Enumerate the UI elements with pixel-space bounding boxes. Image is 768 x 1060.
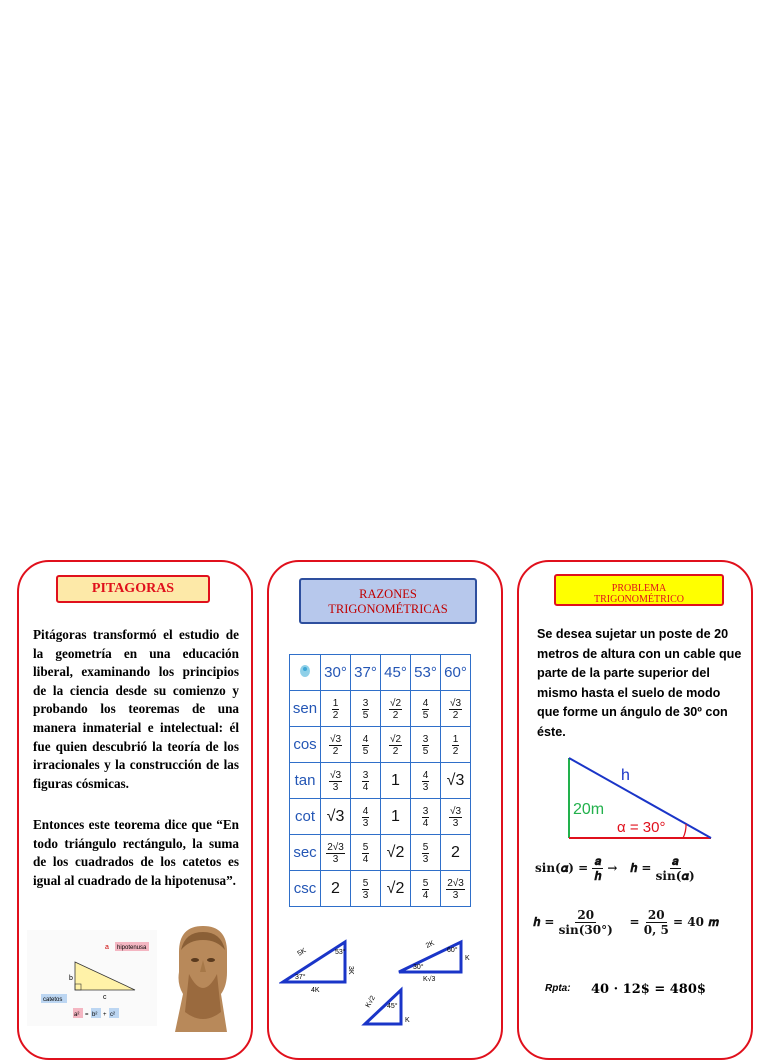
t3-angle: 45° — [387, 1003, 398, 1010]
frac-numerator: 3 — [422, 733, 429, 745]
trig-row-cos — [290, 727, 471, 763]
t2-opp: K — [465, 955, 470, 962]
t3-hyp: K√2 — [364, 994, 377, 1009]
t2-hyp: 2K — [424, 939, 436, 950]
pitagoras-paragraph-2: Entonces este teorema dice que “En todo triángulo rectángulo, la suma de los cuadrados de los catetos es igual al cuadrado de la hipotenusa”. — [33, 817, 239, 888]
trig-table — [289, 654, 471, 907]
triangle-30-60 — [395, 934, 479, 986]
trig-value-cell — [441, 799, 471, 835]
trig-value-cell — [411, 871, 441, 907]
trig-header-row — [290, 655, 471, 691]
frac-denominator: 2 — [452, 709, 459, 721]
trig-value-cell — [321, 835, 351, 871]
catetos-label: catetos — [43, 997, 63, 1003]
trig-value-cell — [351, 835, 381, 871]
frac-numerator: 4 — [362, 805, 369, 817]
eq2-den: sin(30°) — [558, 923, 613, 937]
problema-title — [554, 574, 724, 606]
frac-numerator: 1 — [332, 697, 339, 709]
t1-hyp: 5K — [296, 947, 308, 958]
frac-denominator: 2 — [392, 745, 399, 757]
frac-numerator: 2√3 — [447, 877, 464, 889]
eq1-lhs: sin(𝜶) = — [535, 861, 589, 875]
pole-cable-figure — [565, 754, 715, 844]
trig-value-cell — [411, 691, 441, 727]
trig-value-cell — [441, 763, 471, 799]
trig-value-cell — [321, 763, 351, 799]
trig-row-sec — [290, 835, 471, 871]
formula-c2: c² — [110, 1012, 115, 1018]
trig-value-cell — [351, 871, 381, 907]
triangle-45 — [361, 986, 421, 1026]
frac-numerator: 2√3 — [327, 841, 344, 853]
frac-numerator: 5 — [422, 841, 429, 853]
eq2-result: = 40 𝒎 — [672, 915, 719, 929]
trig-value: √2 — [386, 843, 405, 861]
frac-denominator: 3 — [332, 781, 339, 793]
frac-numerator: 4 — [422, 769, 429, 781]
frac-denominator: 5 — [422, 709, 429, 721]
trig-value-cell — [411, 799, 441, 835]
frac-numerator: 3 — [362, 769, 369, 781]
razones-title — [299, 578, 477, 624]
leg-c-var: c — [103, 994, 107, 1001]
formula-a2: a² — [74, 1012, 80, 1018]
frac-denominator: 4 — [422, 817, 429, 829]
frac-numerator: 3 — [362, 697, 369, 709]
trig-value-cell — [381, 727, 411, 763]
trig-value: 1 — [391, 807, 400, 825]
t1-adj: 4K — [311, 987, 320, 994]
frac-numerator: 3 — [422, 805, 429, 817]
formula-b2: b² — [92, 1012, 98, 1018]
pitagoras-paragraph-1: Pitágoras transformó el estudio de la geometría en una educación liberal, examinando los principios de la ciencia desde su comienzo y probando los teoremas de una manera inmaterial e intelectual: él fue quien descubrió la teoría de los irracionales y la construcción de las figuras cósmicas. — [33, 627, 239, 791]
equation-2 — [533, 908, 719, 937]
trig-value-cell — [411, 763, 441, 799]
eq1-h: 𝒉 = — [630, 861, 652, 875]
eq1-den2: sin(𝜶) — [655, 869, 695, 883]
trig-value-cell — [321, 727, 351, 763]
trig-value: √3 — [326, 807, 345, 825]
trig-value-cell — [381, 799, 411, 835]
trig-value-cell — [351, 727, 381, 763]
eq1-num: 𝒂 — [594, 854, 602, 868]
trig-value-cell — [351, 691, 381, 727]
eq2-h: 𝒉 = — [533, 915, 555, 929]
angle-header: 45° — [381, 655, 411, 691]
pythagoras-diagram — [27, 930, 157, 1026]
height-label: 20m — [573, 801, 605, 818]
angle-header: 37° — [351, 655, 381, 691]
razones-panel — [267, 560, 503, 1060]
frac-numerator: 1 — [452, 733, 459, 745]
frac-numerator: √2 — [389, 733, 402, 745]
trig-value-cell — [351, 799, 381, 835]
t3-side: K — [405, 1017, 410, 1024]
trig-function-label: cot — [290, 799, 321, 835]
frac-denominator: 5 — [362, 745, 369, 757]
trig-value-cell — [441, 691, 471, 727]
hyp-var: a — [105, 944, 109, 951]
rpta-value: 40 · 12$ = 480$ — [591, 982, 706, 997]
angle-header: 30° — [321, 655, 351, 691]
frac-denominator: 2 — [332, 709, 339, 721]
frac-denominator: 5 — [422, 745, 429, 757]
h-label: h — [621, 767, 630, 784]
equation-1 — [535, 854, 695, 883]
frac-numerator: 4 — [362, 733, 369, 745]
pitagoras-panel — [17, 560, 253, 1060]
frac-denominator: 4 — [422, 889, 429, 901]
formula-plus: + — [103, 1012, 107, 1018]
trig-value-cell — [441, 727, 471, 763]
frac-numerator: 5 — [362, 877, 369, 889]
pitagoras-title: PITAGORAS — [56, 575, 210, 603]
frac-numerator: 5 — [422, 877, 429, 889]
trig-value-cell — [381, 871, 411, 907]
formula-eq: = — [85, 1012, 89, 1018]
frac-denominator: 3 — [452, 889, 459, 901]
trig-corner-icon — [290, 655, 321, 691]
frac-denominator: 2 — [452, 745, 459, 757]
hipotenusa-label: hipotenusa — [117, 945, 147, 951]
trig-function-label: cos — [290, 727, 321, 763]
eq2-num2: 20 — [647, 908, 665, 922]
eq1-num2: 𝒂 — [671, 854, 679, 868]
frac-denominator: 3 — [422, 781, 429, 793]
trig-function-label: tan — [290, 763, 321, 799]
t1-opp: 3K — [347, 966, 354, 975]
t1-angle-a: 37° — [295, 974, 306, 981]
frac-denominator: 3 — [422, 853, 429, 865]
t2-angle-b: 60° — [447, 947, 458, 954]
t2-adj: K√3 — [423, 976, 436, 983]
angle-header: 60° — [441, 655, 471, 691]
eq2-num: 20 — [577, 908, 595, 922]
trig-value: 2 — [331, 879, 340, 897]
frac-numerator: 5 — [362, 841, 369, 853]
eq1-arrow: → — [607, 861, 618, 875]
frac-denominator: 2 — [392, 709, 399, 721]
razones-title-line1: RAZONES — [359, 587, 417, 601]
frac-numerator: √3 — [449, 805, 462, 817]
trig-value-cell — [351, 763, 381, 799]
frac-denominator: 3 — [332, 853, 339, 865]
eq2-eq: = — [629, 915, 640, 929]
frac-denominator: 2 — [332, 745, 339, 757]
triangle-37-53 — [279, 934, 363, 996]
angle-label: α = 30° — [617, 819, 666, 836]
trig-value-cell — [321, 871, 351, 907]
frac-numerator: √2 — [389, 697, 402, 709]
trig-value-cell — [441, 835, 471, 871]
trig-value-cell — [321, 691, 351, 727]
problema-title-line1: PROBLEMA — [611, 583, 667, 594]
frac-numerator: √3 — [329, 733, 342, 745]
problema-text: Se desea sujetar un poste de 20 metros de altura con un cable que parte de la parte superior del mismo hasta el suelo de modo que forme un ángulo de 30º con éste. — [537, 627, 742, 739]
trig-function-label: sen — [290, 691, 321, 727]
razones-title-line2: TRIGONOMÉTRICAS — [328, 602, 448, 616]
trig-value-cell — [411, 835, 441, 871]
frac-denominator: 5 — [362, 709, 369, 721]
frac-numerator: 4 — [422, 697, 429, 709]
rpta-label: Rpta: — [545, 983, 571, 994]
frac-numerator: √3 — [329, 769, 342, 781]
trig-row-csc — [290, 871, 471, 907]
trig-row-cot — [290, 799, 471, 835]
leg-b-var: b — [69, 975, 73, 982]
frac-denominator: 3 — [452, 817, 459, 829]
frac-denominator: 4 — [362, 781, 369, 793]
trig-value-cell — [441, 871, 471, 907]
problema-title-line2: TRIGONOMÉTRICO — [594, 594, 684, 605]
t2-angle-a: 30° — [413, 964, 424, 971]
trig-value-cell — [411, 727, 441, 763]
trig-value-cell — [381, 835, 411, 871]
trig-value: √3 — [446, 771, 465, 789]
trig-value: 2 — [451, 843, 460, 861]
pythagoras-bust-image — [165, 922, 239, 1032]
frac-denominator: 3 — [362, 817, 369, 829]
frac-numerator: √3 — [449, 697, 462, 709]
trig-value-cell — [381, 763, 411, 799]
trig-row-tan — [290, 763, 471, 799]
frac-denominator: 4 — [362, 853, 369, 865]
eq1-den: 𝒉 — [594, 869, 602, 883]
t1-angle-b: 53° — [335, 949, 346, 956]
trig-row-sen — [290, 691, 471, 727]
trig-value: √2 — [386, 879, 405, 897]
problema-panel — [517, 560, 753, 1060]
trig-value-cell — [381, 691, 411, 727]
eq2-den2: 0, 5 — [643, 923, 669, 937]
trig-value-cell — [321, 799, 351, 835]
trig-value: 1 — [391, 771, 400, 789]
angle-header: 53° — [411, 655, 441, 691]
trig-function-label: sec — [290, 835, 321, 871]
frac-denominator: 3 — [362, 889, 369, 901]
trig-function-label: csc — [290, 871, 321, 907]
